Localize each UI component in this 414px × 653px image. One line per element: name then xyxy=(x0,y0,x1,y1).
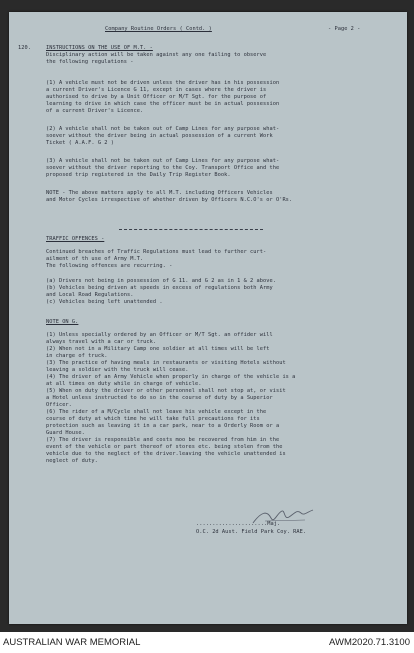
note-g-line: (4) The driver of an Army Vehicle when properly in charge of the vehicle is a xyxy=(46,374,296,380)
paragraph-line: (2) A vehicle shall not be taken out of Camp Lines for any purpose what- xyxy=(46,126,280,132)
note-g-line: neglect of duty. xyxy=(46,458,98,464)
note-g-line: (1) Unless specially ordered by an Officer or M/T Sgt. an offider will xyxy=(46,332,273,338)
note-g-line: Guard House. xyxy=(46,430,85,436)
paragraph-line: of a current Driver's Licence. xyxy=(46,108,144,114)
paragraph-line: (1) A vehicle must not be driven unless the driver has in his possession xyxy=(46,80,280,86)
note-g-line: at all times on duty while in charge of vehicle. xyxy=(46,381,202,387)
note-g-line: (7) The driver is responsible and costs moo be recovered from him in the xyxy=(46,437,280,443)
section-intro-line: the following regulations - xyxy=(46,59,134,65)
footer-institution: AUSTRALIAN WAR MEMORIAL xyxy=(3,637,141,648)
paragraph-line: authorised to drive by a Unit Officer or M/T Sgt. for the purpose of xyxy=(46,94,267,100)
traffic-intro-line: ailment of th use of Army M.T. xyxy=(46,256,144,262)
note-g-line: course of duty at which time he will take full precautions for its xyxy=(46,416,260,422)
note-g-line: protection such as leaving it in a car park, near to a Orderly Room or a xyxy=(46,423,280,429)
note-g-line: always travel with a car or truck. xyxy=(46,339,157,345)
section-number: 120. xyxy=(18,45,31,51)
note-g-heading: NOTE ON G. xyxy=(46,319,79,325)
traffic-item: (a) Drivers not being in possession of G 11. and G 2 as in 1 & 2 above. xyxy=(46,278,276,284)
note-g-line: Officer. xyxy=(46,402,72,408)
traffic-heading: TRAFFIC OFFENCES - xyxy=(46,236,105,242)
traffic-item: (b) Vehicles being driven at speeds in excess of regulations both Army xyxy=(46,285,273,291)
paragraph-line: (3) A vehicle shall not be taken out of Camp Lines for any purpose what- xyxy=(46,158,280,164)
note-line: NOTE - The above matters apply to all M.T. including Officers Vehicles xyxy=(46,190,273,196)
note-g-line: (3) The practice of having meals in restaurants or visiting Hotels without xyxy=(46,360,286,366)
page-number: - Page 2 - xyxy=(328,26,361,32)
header-title: Company Routine Orders ( Contd. ) xyxy=(105,26,212,32)
section-intro-line: Disciplinary action will be taken against any one failing to observe xyxy=(46,52,267,58)
traffic-intro-line: The following offences are recurring. - xyxy=(46,263,173,269)
note-line: and Motor Cycles irrespective of whether driven by Officers N.C.O's or O'Rs. xyxy=(46,197,293,203)
document-sheet xyxy=(9,12,407,624)
note-g-line: (6) The rider of a M/Cycle shall not leave his vehicle except in the xyxy=(46,409,267,415)
paragraph-line: soever without the driver reporting to the Coy. Transport Office and the xyxy=(46,165,280,171)
document-text xyxy=(9,12,407,624)
paragraph-line: a current Driver's Licence G 11, except in cases where the driver is xyxy=(46,87,267,93)
paragraph-line: learning to drive in which case the officer must be in actual possession xyxy=(46,101,280,107)
paragraph-line: Ticket ( A.A.F. G 2 ) xyxy=(46,140,115,146)
signature-unit: O.C. 2d Aust. Field Park Coy. RAE. xyxy=(196,529,307,535)
note-g-line: vehicle due to the neglect of the driver.leaving the vehicle unattended is xyxy=(46,451,286,457)
archive-footer xyxy=(0,632,414,653)
section-divider xyxy=(119,229,263,230)
paragraph-line: proposed trip registered in the Daily Trip Register Book. xyxy=(46,172,231,178)
traffic-intro-line: Continued breaches of Traffic Regulations must lead to further curt- xyxy=(46,249,267,255)
note-g-line: (2) When not in a Military Camp one soldier at all times will be left xyxy=(46,346,270,352)
traffic-item: and Local Road Regulations. xyxy=(46,292,134,298)
traffic-item: (c) Vehicles being left unattended . xyxy=(46,299,163,305)
section-heading: INSTRUCTIONS ON THE USE OF M.T. - xyxy=(46,45,153,51)
signature-line: ......................Maj. xyxy=(196,521,281,527)
footer-catalog-id: AWM2020.71.3100 xyxy=(329,637,410,648)
note-g-line: (5) When on duty the driver or other personnel shall not stop at, or visit xyxy=(46,388,286,394)
note-g-line: leaving a soldier with the truck will cease. xyxy=(46,367,189,373)
paragraph-line: soever without the driver being in actual possession of a current Work xyxy=(46,133,273,139)
note-g-line: in charge of truck. xyxy=(46,353,108,359)
note-g-line: a Hotel unless instructed to do so in the course of duty by a Superior xyxy=(46,395,273,401)
note-g-line: event of the vehicle or part thereof of stores etc. being stolen from the xyxy=(46,444,283,450)
